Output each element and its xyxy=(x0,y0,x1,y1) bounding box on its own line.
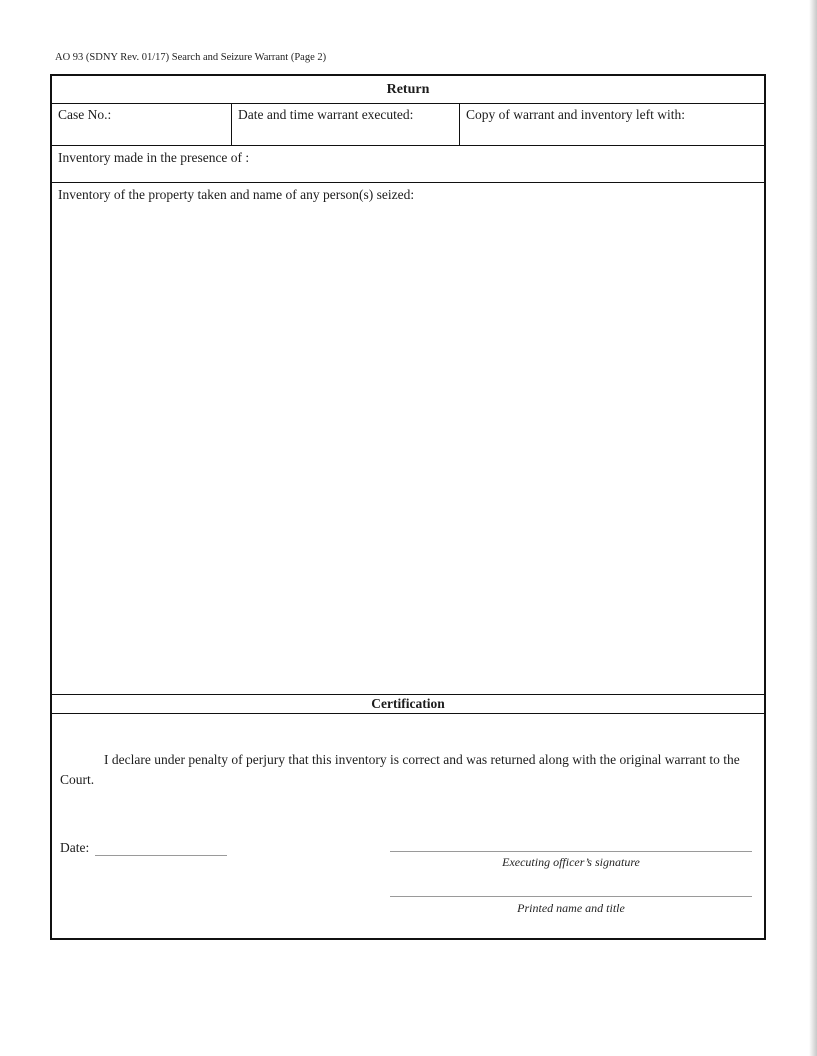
presence-label: Inventory made in the presence of : xyxy=(58,150,250,165)
presence-row xyxy=(52,146,764,183)
return-title-text: Return xyxy=(386,81,430,97)
case-no-cell xyxy=(52,104,232,145)
inventory-label: Inventory of the property taken and name of any person(s) seized: xyxy=(58,187,415,202)
date-executed-field[interactable] xyxy=(232,127,459,145)
case-no-label: Case No.: xyxy=(58,107,112,122)
date-line xyxy=(60,840,227,856)
certification-body xyxy=(52,714,764,938)
form-identifier: AO 93 (SDNY Rev. 01/17) Search and Seizure Warrant (Page 2) xyxy=(55,52,327,63)
return-fields-row xyxy=(52,104,764,146)
certification-declaration: I declare under penalty of perjury that this inventory is correct and was returned along with the original warrant to the Court. xyxy=(60,752,740,787)
date-executed-label: Date and time warrant executed: xyxy=(238,107,414,122)
date-executed-cell xyxy=(232,104,460,145)
certification-section-title xyxy=(52,695,764,714)
copy-left-with-label: Copy of warrant and inventory left with: xyxy=(466,107,685,122)
scan-artifact xyxy=(372,4,442,7)
presence-field[interactable] xyxy=(52,164,764,182)
return-section-title xyxy=(52,76,764,104)
inventory-field[interactable] xyxy=(52,209,764,694)
printed-name-caption: Printed name and title xyxy=(517,901,625,915)
printed-name-line[interactable] xyxy=(390,896,752,897)
copy-left-with-cell xyxy=(460,104,764,145)
warrant-return-form xyxy=(50,74,766,940)
certification-title-text: Certification xyxy=(371,696,445,711)
executing-officer-signature-line[interactable] xyxy=(390,851,752,852)
date-field[interactable] xyxy=(95,842,227,856)
copy-left-with-field[interactable] xyxy=(460,127,764,145)
inventory-row xyxy=(52,183,764,695)
case-no-field[interactable] xyxy=(52,127,231,145)
date-label: Date: xyxy=(60,840,90,855)
scan-page-edge-shadow xyxy=(809,0,817,1056)
executing-officer-signature-caption: Executing officer’s signature xyxy=(502,855,640,869)
